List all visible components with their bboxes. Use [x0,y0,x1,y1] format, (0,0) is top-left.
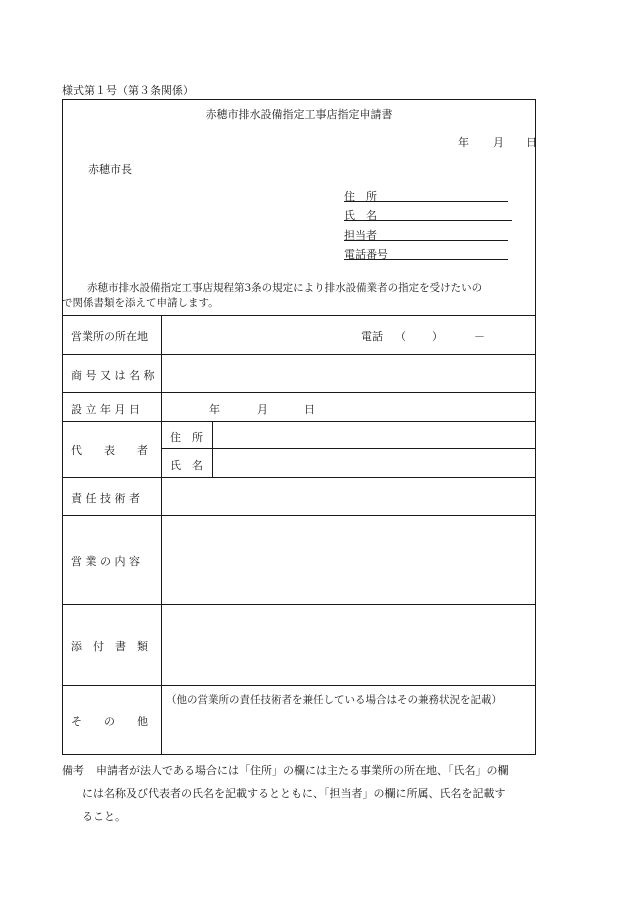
phone-open-paren: （ [395,330,406,343]
label-established: 設 立 年 月 日 [71,403,140,416]
applicant-name-line[interactable] [344,207,512,221]
applicant-name-label: 氏 名 [344,209,377,222]
applicant-phone-line[interactable] [344,246,508,260]
chief-engineer-field[interactable] [162,478,535,514]
label-chief-engineer: 責 任 技 術 者 [71,492,140,505]
form-number: 様式第１号（第３条関係） [62,84,194,97]
phone-close-paren: ） [432,330,443,343]
other-note: （他の営業所の責任技術者を兼任している場合はその兼務状況を記載） [166,694,502,706]
remarks-line1: 申請者が法人である場合には「住所」の欄には主たる事業所の所在地、「氏名」の欄 [96,764,509,777]
label-representative: 代 表 者 [71,444,148,457]
business-content-field[interactable] [162,516,535,603]
applicant-contact-line[interactable] [344,227,508,241]
addressee: 赤穂市長 [88,163,132,176]
rep-address-field[interactable] [213,422,535,447]
phone-label: 電話 [361,330,383,343]
form-title: 赤穂市排水設備指定工事店指定申請書 [205,108,393,121]
rep-name-field[interactable] [213,449,535,476]
label-trade-name: 商 号 又 は 名 称 [71,369,155,382]
date-year: 年 [458,136,469,149]
attachments-field[interactable] [162,605,535,684]
applicant-address-line[interactable] [344,188,508,202]
label-rep-name: 氏 名 [170,459,203,472]
other-field[interactable] [162,708,535,754]
phone-dash: － [474,330,485,343]
label-rep-address: 住 所 [170,431,203,444]
trade-name-field[interactable] [162,355,535,391]
remarks-line2: には名称及び代表者の氏名を記載するとともに、「担当者」の欄に所属、氏名を記載す [82,787,506,800]
body-text-line1: 赤穂市排水設備指定工事店規程第3条の規定により排水設備業者の指定を受けたいの [87,282,483,294]
label-attachments: 添 付 書 類 [71,640,148,653]
applicant-phone-label: 電話番号 [344,248,388,261]
body-text-line2: で関係書類を添えて申請します。 [62,297,219,309]
remarks-label: 備考 [62,764,84,777]
remarks-line3: ること。 [82,810,126,823]
label-other: そ の 他 [71,715,148,728]
est-year: 年 [209,403,220,416]
date-month: 月 [493,136,504,149]
est-month: 月 [257,403,268,416]
applicant-address-label: 住 所 [344,190,377,203]
label-business-content: 営 業 の 内 容 [71,555,140,568]
date-day: 日 [526,136,537,149]
label-office-location: 営業所の所在地 [71,330,148,343]
applicant-contact-label: 担当者 [344,229,377,242]
office-location-field[interactable] [162,316,535,353]
est-day: 日 [304,403,315,416]
